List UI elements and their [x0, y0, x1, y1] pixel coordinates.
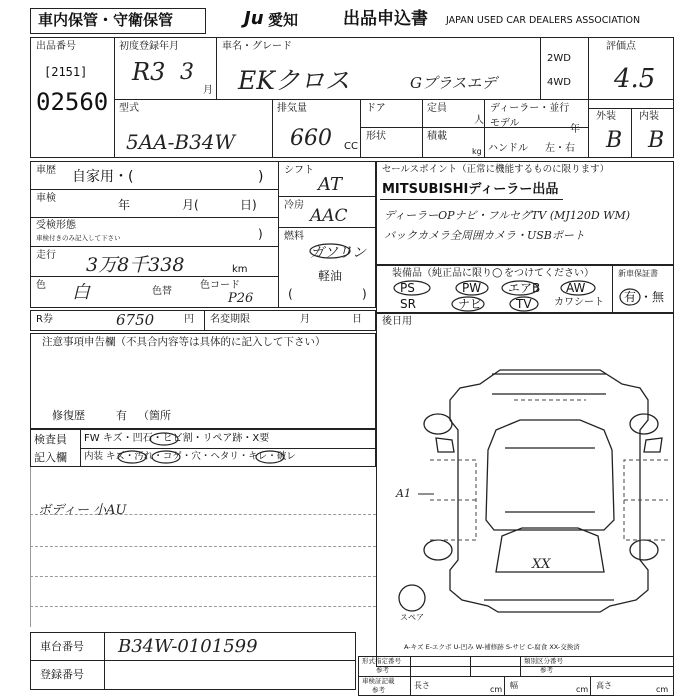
first-reg-label: 初度登録年月 [119, 41, 179, 52]
inspection-codes-interior: 内装 キズ・汚れ・コゲ・穴・ヘタリ・キレ・破レ [84, 451, 296, 462]
plate-label: 登録番号 [40, 668, 84, 681]
model-label: 型式 [119, 103, 139, 114]
length-label: 長さ [414, 681, 430, 690]
dealer-import-label: ディーラー・並行 [490, 103, 570, 114]
rating-value: 4.5 [614, 64, 656, 94]
wd4-label: 4WD [547, 77, 571, 88]
color-label: 色 [36, 280, 46, 291]
repair-label: 修復歴 [52, 409, 85, 422]
person-label: 人 [474, 115, 484, 126]
history-value: 自家用・( [72, 169, 134, 185]
inspection-day: 日) [240, 198, 257, 212]
inspector-label: 検査員 [34, 433, 67, 446]
repair-location: （箇所 [138, 409, 171, 422]
ps-item: PS [400, 281, 415, 295]
color-code-value: P26 [228, 291, 254, 306]
ju-logo: Ju [244, 8, 264, 29]
sr-item: SR [400, 297, 416, 311]
inspection-label: 車検 [36, 193, 56, 204]
chassis-label: 車台番号 [40, 640, 84, 653]
shift-value: AT [318, 174, 343, 195]
handle-options: 左・右 [545, 143, 575, 154]
car-name-value: EKクロス [238, 66, 350, 95]
name-change-label: 名変期限 [210, 314, 250, 325]
load-label: 積載 [427, 131, 447, 142]
dealer-stamp: MITSUBISHIディーラー出品 [382, 182, 559, 197]
repaint-label: 色替 [152, 286, 172, 297]
notes-label: 注意事項申告欄（不具合内容等は具体的に記入して下さい） [42, 336, 326, 348]
english-name: JAPAN USED CAR DEALERS ASSOCIATION [446, 15, 641, 26]
acceptance-label: 受検形態 [36, 220, 76, 231]
fuel-paren-close: ) [362, 287, 367, 301]
history-label: 車歴 [36, 165, 56, 176]
sales-point-line1: ディーラーOPナビ・フルセグTV (MJ120D WM) [384, 209, 631, 222]
kg-label: kg [472, 147, 482, 156]
recycle-value: 6750 [116, 311, 155, 329]
height-cm: cm [656, 685, 669, 694]
warranty-yes: 有 [624, 290, 637, 304]
model-year-unit: 年 [570, 124, 580, 135]
cert-length-label: 車検証記載 [362, 677, 395, 685]
lot-no-label: 出品番号 [36, 41, 76, 52]
airbag-item: エアB [508, 281, 541, 295]
fuel-value: ガソリン [310, 245, 366, 261]
yen-label: 円 [184, 314, 194, 325]
inspection-year: 年 [118, 198, 131, 212]
after-use-label: 後日用 [382, 316, 412, 327]
repair-value: 有 [116, 409, 127, 422]
sales-point-line2: バックカメラ全周囲カメラ・USBポート [384, 229, 585, 242]
storage-stamp: 車内保管・守衛保管 [38, 11, 174, 29]
width-cm: cm [576, 685, 589, 694]
wd2-label: 2WD [547, 53, 571, 64]
inspection-month: 月( [182, 198, 199, 212]
type-designation-ref: 参考 [376, 666, 389, 674]
exterior-value: B [606, 128, 623, 153]
ac-value: AAC [310, 206, 348, 226]
name-change-month: 月 [300, 314, 310, 325]
inspection-codes-exterior: FW キズ・凹石・ヒビ割・リペア跡・X要 [84, 433, 270, 444]
warranty-no: ・無 [640, 290, 665, 304]
door-label: ドア [366, 103, 386, 114]
history-close: ) [258, 169, 264, 185]
capacity-label: 定員 [427, 103, 447, 114]
equipment-label: 装備品（純正品に限り [392, 268, 492, 279]
sales-points-label: セールスポイント（正常に機能するものに限ります） [382, 164, 610, 175]
reg-month-value: 3 [180, 60, 194, 85]
form-title: 出品申込書 [343, 9, 428, 29]
displacement-value: 660 [290, 126, 332, 151]
damage-mark-xx: XX [532, 557, 551, 572]
fuel-label: 燃料 [284, 231, 304, 242]
warranty-label: 新車保証書 [618, 269, 658, 278]
model-year-label: モデル [490, 118, 520, 129]
acceptance-close: ) [258, 227, 263, 241]
exterior-label: 外装 [596, 111, 616, 122]
reg-month-unit: 月 [203, 85, 213, 96]
recycle-label: R券 [36, 314, 53, 325]
handle-label: ハンドル [488, 143, 528, 154]
ac-label: 冷房 [284, 200, 304, 211]
cassette-item: カワシート [554, 297, 604, 308]
model-value: 5AA-B34W [126, 130, 236, 154]
cert-ref: 参考 [372, 686, 385, 694]
diesel-label: 軽油 [318, 269, 343, 283]
grade-value: Gプラスエデ [410, 74, 497, 92]
interior-value: B [648, 128, 665, 153]
rating-label: 評価点 [606, 41, 636, 52]
color-code-label: 色コード [200, 280, 240, 291]
lot-no-value: 02560 [36, 88, 109, 116]
shift-label: シフト [284, 165, 314, 176]
damage-legend: A-キズ E-エクボ U-凹み W-補修跡 S-サビ C-腐食 XX-交換済 [404, 643, 580, 651]
spare-label: スペア [400, 613, 424, 622]
association-name: 愛知 [268, 11, 299, 29]
interior-label: 内装 [639, 111, 659, 122]
class-number-ref: 参考 [540, 666, 553, 674]
shape-label: 形状 [366, 131, 386, 142]
length-cm: cm [490, 685, 503, 694]
reg-year-value: R3 [132, 58, 166, 86]
color-value: 白 [72, 282, 90, 303]
cc-label: CC [344, 141, 358, 152]
entry-label: 記入欄 [34, 451, 67, 464]
equipment-circle: ○ [492, 265, 503, 279]
navi-item: ナビ [458, 297, 483, 311]
mileage-label: 走行 [36, 250, 56, 261]
displacement-label: 排気量 [277, 103, 307, 114]
equipment-label2: をつけてください） [504, 268, 594, 279]
acceptance-note: 車検付きのみ記入して下さい [36, 234, 121, 242]
damage-mark-a1: A1 [396, 487, 411, 500]
tv-item: TV [516, 297, 532, 311]
notes-body: ボディー 小AU [38, 503, 127, 518]
height-label: 高さ [596, 681, 612, 690]
width-label: 幅 [510, 681, 518, 690]
aw-item: AW [566, 281, 586, 295]
car-name-label: 車名・グレード [222, 41, 292, 52]
mileage-value: 3万8千338 [86, 254, 185, 276]
chassis-value: B34W-0101599 [118, 636, 258, 657]
name-change-day: 日 [352, 314, 362, 325]
bracket-no: [2151] [44, 65, 88, 79]
type-designation-label: 形式指定番号 [362, 657, 401, 665]
fuel-paren-open: ) [288, 287, 293, 301]
km-label: km [232, 264, 248, 275]
pw-item: PW [462, 281, 482, 295]
class-number-label: 類別区分番号 [524, 657, 563, 665]
